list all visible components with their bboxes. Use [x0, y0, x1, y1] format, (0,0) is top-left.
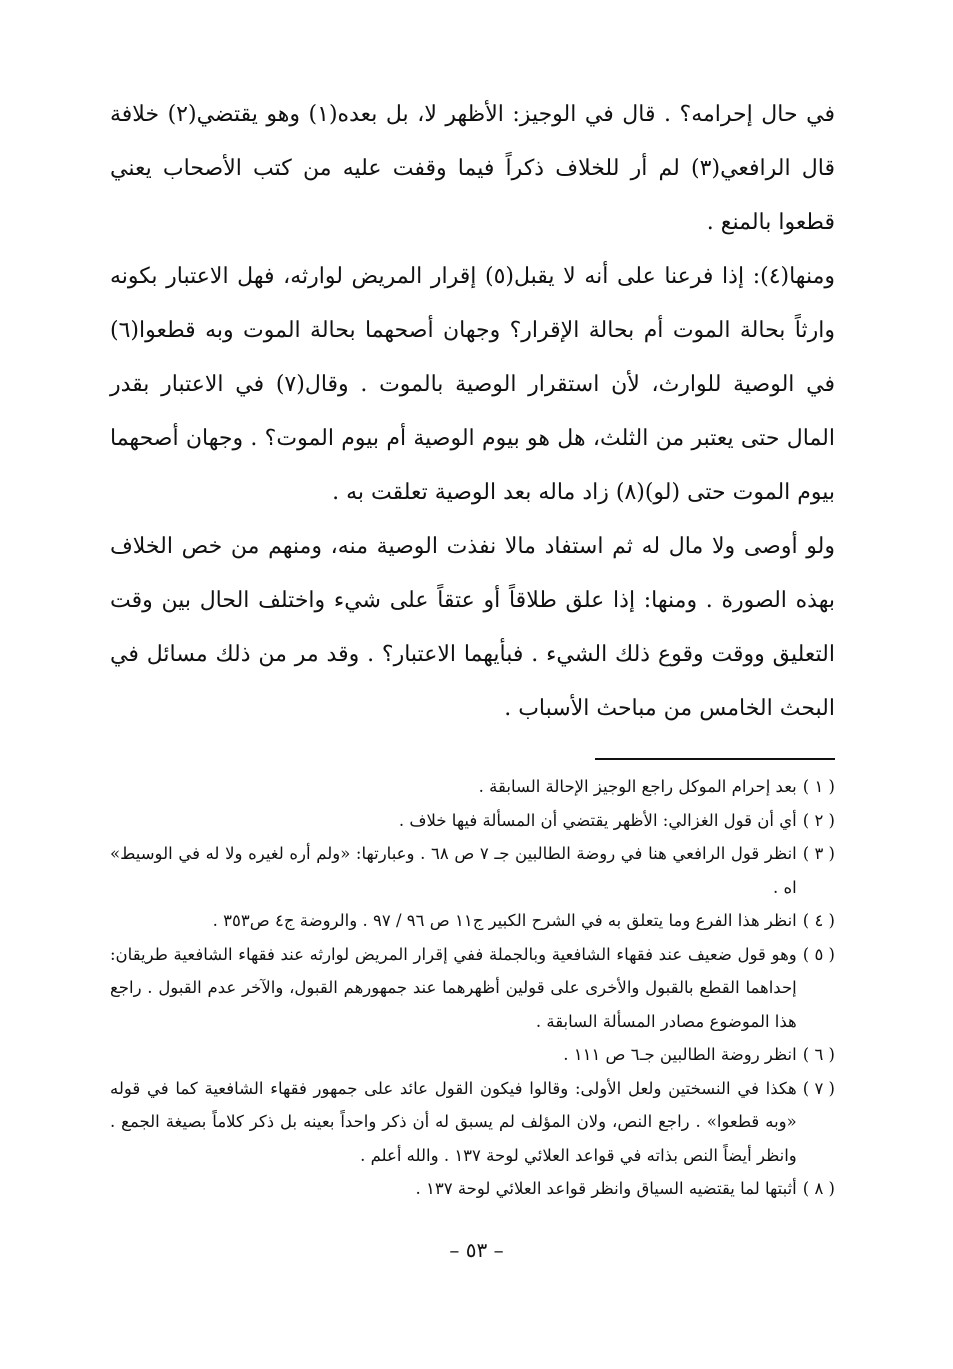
footnote-text: أثبتها لما يقتضيه السياق وانظر قواعد العلائي لوحة ١٣٧ . [415, 1179, 797, 1198]
paragraph-2: ومنها(٤): إذا فرعنا على أنه لا يقبل(٥) إقرار المريض لوارثه، فهل الاعتبار بكونه وارثاً بحالة الموت أم بحالة الإقرار؟ وجهان أصحهما بحالة الموت وبه قطعوا(٦) في الوصية للوارث، لأن استقرار الوصية بالموت . وقال(٧) في الاعتبار بقدر المال حتى يعتبر من الثلث، هل هو بيوم الوصية أم بيوم الموت؟ . وجهان أصحهما بيوم الموت حتى (لو)(٨) زاد ماله بعد الوصية تعلقت به . [110, 264, 835, 505]
footnote-1 [110, 770, 835, 804]
footnote-number: ( ٦ ) [802, 1045, 835, 1064]
footnote-number: ( ١ ) [802, 777, 835, 796]
paragraph-3: ولو أوصى ولا مال له ثم استفاد مالا نفذت الوصية منه، ومنهم من خص الخلاف بهذه الصورة . ومنها: إذا علق طلاقاً أو عتقاً على شيء واختلف الحال بين وقت التعليق ووقت وقوع ذلك الشيء . فبأيهما الاعتبار؟ . وقد مر من ذلك مسائل في البحث الخامس من مباحث الأسباب . [110, 534, 835, 721]
footnote-text: أي أن قول الغزالي: الأظهر يقتضي أن المسألة فيها خلاف . [398, 810, 797, 830]
footnote-number: ( ٥ ) [802, 944, 835, 964]
document-page [110, 88, 835, 1206]
footnote-4 [110, 904, 835, 938]
footnote-text: وهو قول ضعيف عند فقهاء الشافعية وبالجملة ففي إقرار المريض لوارثه عند فقهاء الشافعية طريقان: إحداهما القطع بالقبول والأخرى على قولين أظهرهما عند جمهورهم القبول، والآخر عدم القبول . راجع هذا الموضوع مصادر المسألة السابقة . [110, 944, 797, 1031]
footnote-6 [110, 1038, 835, 1072]
footnote-number: ( ٢ ) [802, 810, 835, 830]
paragraph-1: في حال إحرامه؟ . قال في الوجيز: الأظهر لا، بل بعده(١) وهو يقتضي(٢) خلافة قال الرافعي(٣) لم أر للخلاف ذكراً فيما وقفت عليه من كتب الأصحاب يعني قطعوا بالمنع . [110, 102, 835, 235]
main-text [110, 88, 835, 736]
footnote-text: بعد إحرام الموكل راجع الوجيز الإحالة السابقة . [478, 777, 797, 796]
footnote-8 [110, 1172, 835, 1206]
footnote-divider [595, 758, 835, 760]
footnote-number: ( ٤ ) [802, 911, 835, 930]
footnote-text: انظر هذا الفرع وما يتعلق به في الشرح الكبير ج١١ ص ٩٦ / ٩٧ . والروضة ج٤ ص٣٥٣ . [212, 911, 797, 930]
footnote-text: هكذا في النسختين ولعل الأولى: وقالوا فيكون القول عائد على جمهور فقهاء الشافعية كما في قوله «وبه قطعوا» . راجع النص، ولان المؤلف لم يسبق له أن ذكر واحداً بعينه بل ذكر كلاماً بصيغة الجمع . وانظر أيضاً النص بذاته في قواعد العلائي لوحة ١٣٧ . والله أعلم . [110, 1078, 797, 1165]
footnote-text: انظر روضة الطالبين جـ٦ ص ١١١ . [563, 1045, 797, 1064]
footnote-5 [110, 938, 835, 1039]
footnote-number: ( ٧ ) [802, 1078, 835, 1098]
footnote-text: انظر قول الرافعي هنا في روضة الطالبين جـ ٧ ص ٦٨ . وعبارتها: «ولم أره لغيره ولا له في الوسيط» اه . [110, 844, 797, 897]
footnote-3 [110, 837, 835, 904]
footnote-number: ( ٣ ) [802, 844, 835, 863]
footnote-7 [110, 1072, 835, 1173]
page-number: – ٥٣ – [449, 1238, 504, 1262]
footnotes [110, 770, 835, 1206]
footnote-2 [110, 804, 835, 838]
footnote-number: ( ٨ ) [802, 1179, 835, 1198]
